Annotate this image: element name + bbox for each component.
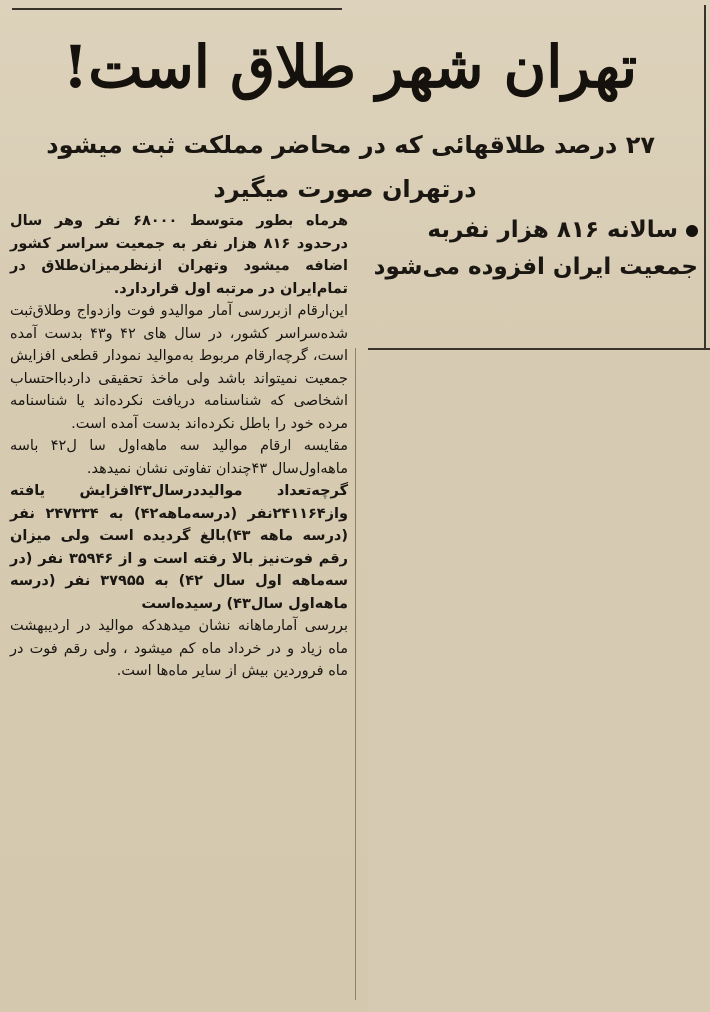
section-rule xyxy=(368,348,710,350)
top-rule xyxy=(12,8,342,10)
bullet-icon xyxy=(686,225,698,237)
paragraph-2: این‌ارقام ازبررسی آمار موالیدو فوت وازدواج وطلاق‌ثبت شده‌سراسر کشور، در سال های ۴۲ و۴۳ بدست آمده است، گرچه‌ارقام مربوط به‌موالید نمودار قطعی افزایش جمعیت نمیتواند باشد ولی ماخذ تحقیقی داردبااحتساب اشخاصی که شناسنامه دریافت نکرده‌اند یا شناسنامه مرده خود را باطل نکرده‌اند بدست آمده است. xyxy=(10,303,348,432)
right-border-rule xyxy=(704,5,706,350)
side-note-text: سالانه ۸۱۶ هزار نفربه جمعیت ایران افزوده می‌شود xyxy=(373,217,698,280)
headline: تهران شهر طلاق است! xyxy=(62,33,638,101)
column-rule xyxy=(355,348,356,1000)
subheadline-line-2: درتهران صورت میگیرد xyxy=(213,175,477,203)
paragraph-3: مقایسه ارقام موالید سه ماهه‌اول سا ل۴۲ باسه ماهه‌اول‌سال ۴۳چندان تفاوتی نشان نمیدهد. xyxy=(10,438,348,477)
paragraph-5: بررسی آمارماهانه نشان میدهدکه موالید در اردیبهشت ماه زیاد و در خرداد ماه کم میشود ، ولی رقم فوت در ماه فروردین بیش از سایر ماه‌ها است. xyxy=(10,618,348,679)
subheadline-line-1: ۲۷ درصد طلاقهائی که در محاضر مملکت ثبت میشود xyxy=(46,131,655,159)
side-note xyxy=(353,212,698,286)
article-body xyxy=(10,210,348,683)
paragraph-4: گرچه‌تعداد موالیددرسال۴۳افزایش یافته واز۲۴۱۱۶۴نفر (درسه‌ماهه۴۲) به ۲۴۷۳۳۴ نفر (درسه ماهه ۴۳)بالغ گردیده است ولی میزان رقم فوت‌نیز بالا رفته است و از ۳۵۹۴۶ نفر (در سه‌ماهه اول سال ۴۲) به ۳۷۹۵۵ نفر (درسه ماهه‌اول سال۴۳) رسیده‌است xyxy=(10,483,349,612)
paragraph-1: هرماه بطور متوسط ۶۸۰۰۰ نفر وهر سال درحدود ۸۱۶ هزار نفر به جمعیت سراسر کشور اضافه میشود وتهران ازنظرمیزان‌طلاق در تمام‌ایران در مرتبه اول قراردارد. xyxy=(10,213,349,297)
blank-area xyxy=(368,352,710,1012)
